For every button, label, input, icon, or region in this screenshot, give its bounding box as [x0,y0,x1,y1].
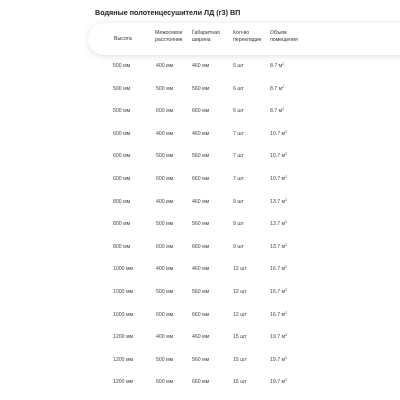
cell-crossbars: 7 шт [233,175,244,182]
cell-crossbars: 9 шт [233,198,244,205]
cell-room-volume: 19.7 $м^2$ [270,355,288,363]
cell-crossbars: 12 шт [233,266,247,273]
cell-axis-distance: 500 мм [156,85,174,92]
cell-height: 600 мм [113,175,131,182]
column-header-room-volume: Объем помещения [270,30,298,43]
table-row [0,123,400,146]
table-row [0,100,400,123]
cell-crossbars: 15 шт [233,334,247,341]
cell-axis-distance: 600 мм [156,175,174,182]
cell-room-volume: 10.7 $м^2$ [270,152,288,160]
cell-room-volume: 10.7 $м^2$ [270,129,288,137]
cell-crossbars: 7 шт [233,130,244,137]
cell-room-volume: 13.7 $м^2$ [270,220,288,228]
table-row [0,168,400,191]
cell-axis-distance: 600 мм [156,243,174,250]
cell-height: 1200 мм [113,356,134,363]
cell-height: 800 мм [113,198,131,205]
cell-height: 500 мм [113,63,131,69]
cell-crossbars: 12 шт [233,288,247,295]
cell-overall-width: 460 мм [192,63,210,69]
table-body [0,55,400,394]
cell-height: 1200 мм [113,334,134,341]
cell-axis-distance: 600 мм [156,311,174,318]
table-row [0,371,400,394]
cell-crossbars: 9 шт [233,243,244,250]
cell-axis-distance: 400 мм [156,334,174,341]
cell-crossbars: 6 шт [233,108,244,115]
cell-axis-distance: 400 мм [156,63,174,69]
cell-overall-width: 660 мм [192,379,210,386]
cell-room-volume: 16.7 $м^2$ [270,287,288,295]
cell-overall-width: 560 мм [192,85,210,92]
cell-crossbars: 12 шт [233,311,247,318]
cell-room-volume: 16.7 $м^2$ [270,310,288,318]
cell-room-volume: 10.7 $м^2$ [270,174,288,182]
cell-room-volume: 19.7 $м^2$ [270,333,288,341]
cell-axis-distance: 600 мм [156,108,174,115]
cell-overall-width: 660 мм [192,175,210,182]
cell-overall-width: 560 мм [192,356,210,363]
page-title: Водяные полотенцесушители ЛД (г3) ВП [95,8,241,17]
table-row [0,145,400,168]
table-row [0,55,400,78]
cell-height: 600 мм [113,153,131,160]
cell-height: 500 мм [113,85,131,92]
cell-overall-width: 660 мм [192,311,210,318]
column-header-height: Высота [114,36,132,42]
cell-height: 800 мм [113,221,131,228]
cell-crossbars: 6 шт [233,63,244,69]
column-header-axis-distance: Межосевое расстояние [155,30,183,43]
cell-crossbars: 15 шт [233,379,247,386]
cell-axis-distance: 500 мм [156,153,174,160]
cell-axis-distance: 600 мм [156,379,174,386]
cell-room-volume: 16.7 $м^2$ [270,265,288,273]
column-header-overall-width: Габаритная ширина [192,30,220,43]
cell-axis-distance: 400 мм [156,130,174,137]
cell-room-volume: 13.7 $м^2$ [270,197,288,205]
cell-room-volume: 8.7 $м^2$ [270,84,285,92]
cell-overall-width: 560 мм [192,288,210,295]
cell-axis-distance: 400 мм [156,266,174,273]
cell-axis-distance: 500 мм [156,288,174,295]
cell-height: 1000 мм [113,288,134,295]
table-row [0,191,400,214]
cell-crossbars: 15 шт [233,356,247,363]
cell-overall-width: 460 мм [192,334,210,341]
table-row [0,326,400,349]
table-row [0,78,400,101]
cell-height: 1200 мм [113,379,134,386]
cell-crossbars: 6 шт [233,85,244,92]
cell-overall-width: 460 мм [192,266,210,273]
cell-room-volume: 13.7 $м^2$ [270,242,288,250]
cell-overall-width: 560 мм [192,153,210,160]
table-row [0,258,400,281]
table-row [0,349,400,372]
cell-axis-distance: 500 мм [156,221,174,228]
cell-overall-width: 460 мм [192,130,210,137]
cell-crossbars: 7 шт [233,153,244,160]
cell-overall-width: 460 мм [192,198,210,205]
cell-overall-width: 660 мм [192,243,210,250]
cell-axis-distance: 500 мм [156,356,174,363]
cell-room-volume: 19.7 $м^2$ [270,378,288,386]
cell-room-volume: 8.7 $м^2$ [270,107,285,115]
table-row [0,213,400,236]
cell-overall-width: 560 мм [192,221,210,228]
cell-crossbars: 9 шт [233,221,244,228]
cell-height: 500 мм [113,108,131,115]
table-row [0,281,400,304]
table-row [0,304,400,327]
column-header-crossbars: Кол-во перекладин [233,30,262,43]
cell-axis-distance: 400 мм [156,198,174,205]
cell-height: 1000 мм [113,311,134,318]
cell-overall-width: 660 мм [192,108,210,115]
table-header [88,23,400,55]
cell-height: 600 мм [113,130,131,137]
cell-room-volume: 8.7 $м^2$ [270,62,285,69]
cell-height: 1000 мм [113,266,134,273]
cell-height: 800 мм [113,243,131,250]
table-row [0,236,400,259]
